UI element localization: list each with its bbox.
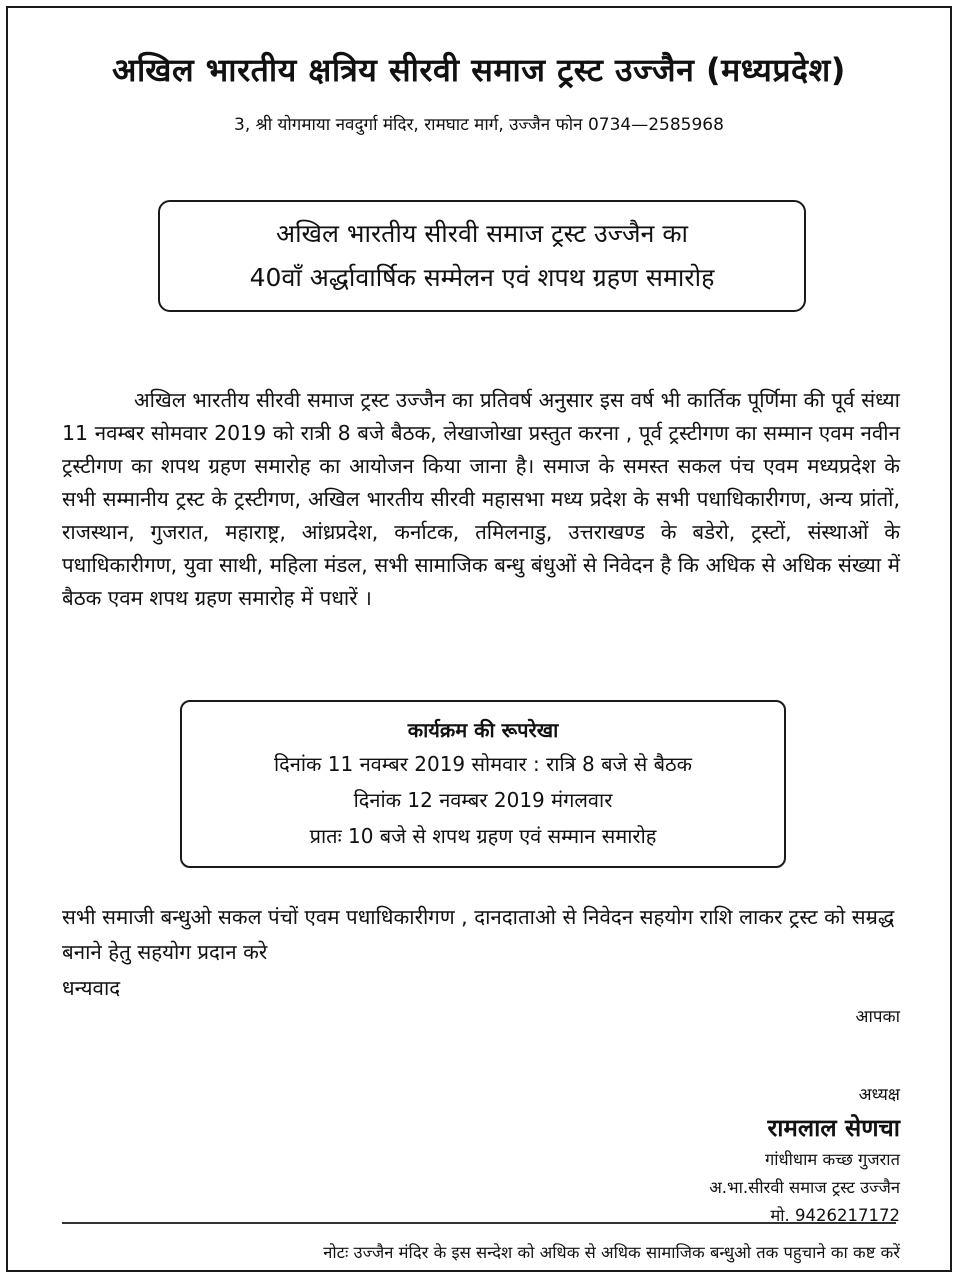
event-title-box: [158, 200, 806, 312]
signatory-name: रामलाल सेणचा: [767, 1114, 900, 1142]
program-line-2: दिनांक 12 नवम्बर 2019 मंगलवार: [353, 788, 613, 812]
program-line-1: दिनांक 11 नवम्बर 2019 सोमवार : रात्रि 8 बजे से बैठक: [273, 752, 693, 776]
event-title-line-2: 40वाँ अर्द्धावार्षिक सम्मेलन एवं शपथ ग्रहण समारोह: [249, 263, 715, 292]
letterhead-address: 3, श्री योगमाया नवदुर्गा मंदिर, रामघाट मार्ग, उज्जैन फोन 0734—2585968: [234, 115, 724, 135]
donation-appeal: सभी समाजी बन्धुओ सकल पंचों एवम पधाधिकारीगण , दानदाताओ से निवेदन सहयोग राशि लाकर ट्रस्ट को सम्रद्ध बनाने हेतु सहयोग प्रदान करे: [62, 905, 895, 964]
footer-divider: [62, 1222, 896, 1224]
letterhead-title: अखिल भारतीय क्षत्रिय सीरवी समाज ट्रस्ट उज्जैन (मध्यप्रदेश): [112, 51, 846, 89]
program-line-3: प्रातः 10 बजे से शपथ ग्रहण एवं सम्मान समारोह: [309, 824, 657, 848]
signatory-phone: मो. 9426217172: [770, 1206, 900, 1225]
signatory-role: अध्यक्ष: [858, 1085, 900, 1105]
invitation-paragraph: अखिल भारतीय सीरवी समाज ट्रस्ट उज्जैन का प्रतिवर्ष अनुसार इस वर्ष भी कार्तिक पूर्णिमा की पूर्व संध्या 11 नवम्बर सोमवार 2019 को रात्री 8 बजे बैठक, लेखाजोखा प्रस्तुत करना , पूर्व ट्रस्टीगण का सम्मान एवम नवीन ट्रस्टीगण का शपथ ग्रहण समारोह का आयोजन किया जाना है। समाज के समस्त सकल पंच एवम मध्यप्रदेश के सभी सम्मानीय ट्रस्ट के ट्रस्टीगण, अखिल भारतीय सीरवी महासभा मध्य प्रदेश के सभी पधाधिकारीगण, अन्य प्रांतों, राजस्थान, गुजरात, महाराष्ट्र, आंध्रप्रदेश, कर्नाटक, तमिलनाडु, उत्तराखण्ड के बडेरो, ट्रस्टों, संस्थाओं के पधाधिकारीगण, युवा साथी, महिला मंडल, सभी सामाजिक बन्धु बंधुओं से निवेदन है कि अधिक से अधिक संख्या में बैठक एवम शपथ ग्रहण समारोह में पधारें ।: [62, 388, 900, 610]
thanks-text: धन्यवाद: [62, 976, 121, 1000]
footer-note: नोटः उज्जैन मंदिर के इस सन्देश को अधिक से अधिक सामाजिक बन्धुओ तक पहुचाने का कष्ट करें: [323, 1243, 900, 1262]
signature-block: [600, 1080, 900, 1230]
program-schedule-box: [180, 700, 786, 868]
event-title-line-1: अखिल भारतीय सीरवी समाज ट्रस्ट उज्जैन का: [275, 219, 689, 248]
program-heading: कार्यक्रम की रूपरेखा: [407, 718, 559, 742]
letter-page: [6, 6, 952, 1272]
signatory-org: अ.भा.सीरवी समाज ट्रस्ट उज्जैन: [709, 1178, 900, 1197]
signatory-place: गांधीधाम कच्छ गुजरात: [764, 1150, 900, 1169]
closing-text: आपका: [855, 1007, 900, 1027]
